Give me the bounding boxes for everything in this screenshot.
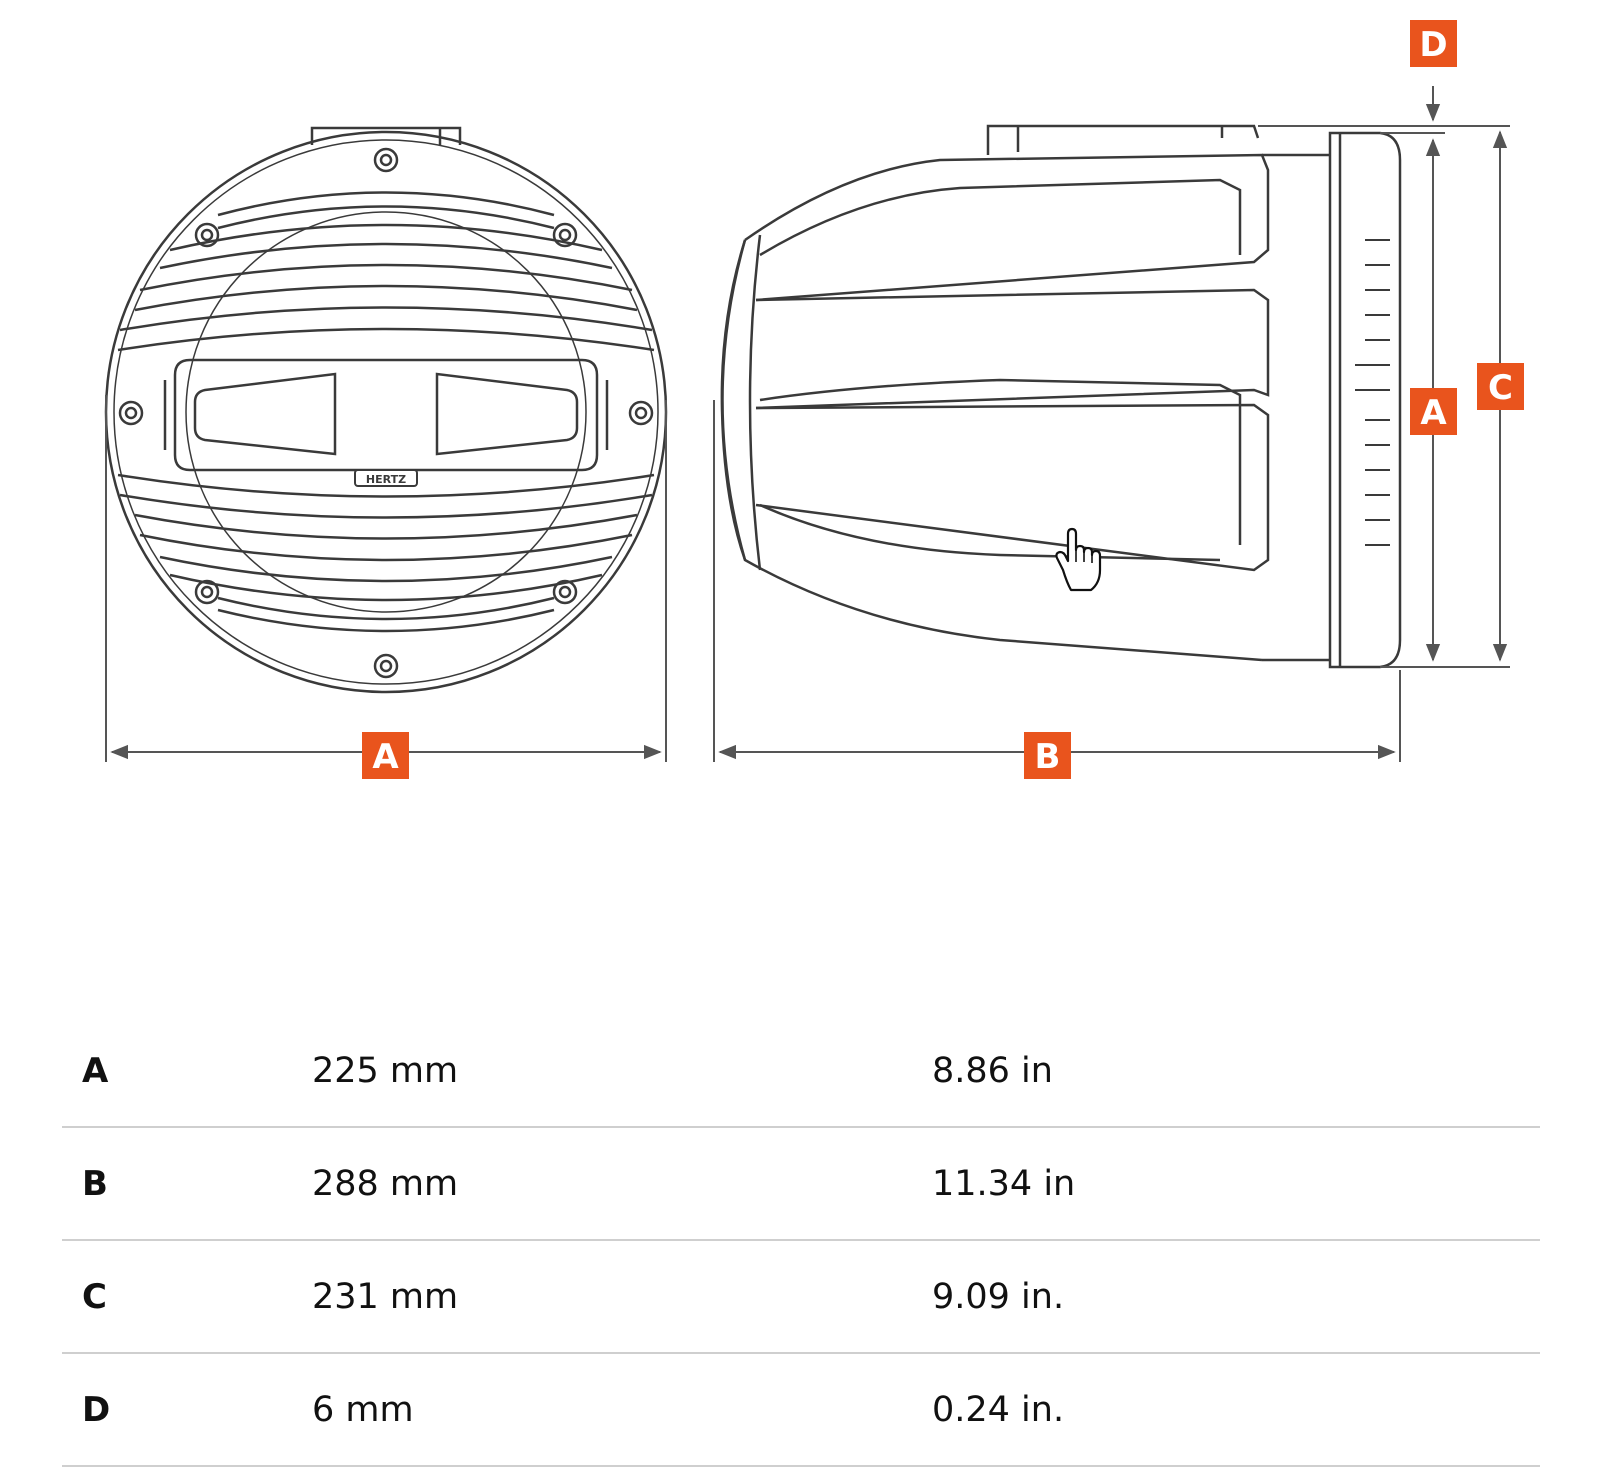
label-a-side-text: A xyxy=(1420,393,1447,433)
speaker-front-view xyxy=(106,128,666,692)
dimensions-table xyxy=(62,1015,1540,1467)
label-a-front-text: A xyxy=(372,737,399,777)
dimension-inch: 9.09 in. xyxy=(932,1240,1540,1353)
hand-pointer-icon xyxy=(1056,529,1100,590)
dimension-mm: 231 mm xyxy=(312,1240,932,1353)
dimension-mm: 225 mm xyxy=(312,1015,932,1127)
dimension-row-b xyxy=(62,1127,1540,1240)
dimension-letter: B xyxy=(62,1127,312,1240)
label-a-side xyxy=(1410,388,1457,435)
label-b xyxy=(1024,732,1071,779)
label-c-text: C xyxy=(1488,368,1513,408)
dimension-row-d xyxy=(62,1353,1540,1466)
label-a-front xyxy=(362,732,409,779)
speaker-side-view xyxy=(722,126,1400,667)
dimension-row-a xyxy=(62,1015,1540,1127)
label-b-text: B xyxy=(1034,737,1061,777)
brand-logo xyxy=(355,470,417,486)
dimensions-table-body xyxy=(62,1015,1540,1466)
dimension-inch: 0.24 in. xyxy=(932,1353,1540,1466)
brand-logo-text: HERTZ xyxy=(365,473,407,486)
dimension-letter: C xyxy=(62,1240,312,1353)
dimension-letter: D xyxy=(62,1353,312,1466)
label-d xyxy=(1410,20,1457,67)
dimension-mm: 6 mm xyxy=(312,1353,932,1466)
label-c xyxy=(1477,363,1524,410)
label-d-text: D xyxy=(1419,25,1448,65)
dimension-letter: A xyxy=(62,1015,312,1127)
dimension-row-c xyxy=(62,1240,1540,1353)
dimension-inch: 11.34 in xyxy=(932,1127,1540,1240)
dimension-inch: 8.86 in xyxy=(932,1015,1540,1127)
dimension-mm: 288 mm xyxy=(312,1127,932,1240)
